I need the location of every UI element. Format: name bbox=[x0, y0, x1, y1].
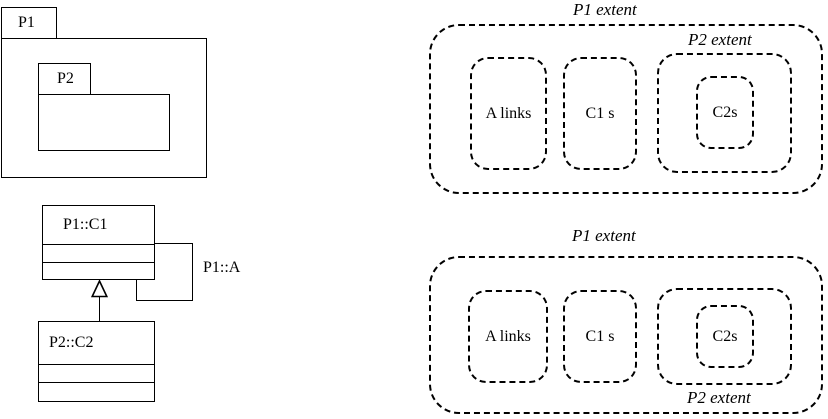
generalization-line bbox=[99, 297, 100, 321]
association-loop-left-line bbox=[136, 279, 137, 301]
class-c1 bbox=[42, 205, 155, 280]
extent-bottom-p2-label: P2 extent bbox=[687, 388, 751, 407]
class-c1-operations bbox=[43, 263, 154, 279]
extent-top-c2s-box: C2s bbox=[696, 76, 754, 149]
p1-package-label: P1 bbox=[18, 14, 35, 31]
class-c2-attributes bbox=[39, 365, 154, 383]
generalization-arrowhead-icon bbox=[91, 280, 108, 298]
extent-bottom-a-links-box: A links bbox=[468, 290, 548, 383]
class-c1-attributes bbox=[43, 245, 154, 263]
extent-top-title: P1 extent bbox=[573, 0, 637, 19]
class-c2-operations bbox=[39, 383, 154, 401]
extent-top-p2-label: P2 extent bbox=[688, 30, 752, 49]
extent-bottom-c1s-box: C1 s bbox=[563, 290, 637, 383]
extent-top-c1s-box: C1 s bbox=[563, 57, 637, 170]
extent-bottom-title: P1 extent bbox=[572, 226, 636, 245]
association-loop-top-line bbox=[155, 243, 193, 244]
p2-package-body bbox=[38, 94, 170, 151]
association-label: P1::A bbox=[203, 259, 241, 276]
association-loop-right-line bbox=[192, 243, 193, 301]
p2-package-label: P2 bbox=[57, 70, 74, 87]
association-loop-bottom-line bbox=[136, 300, 193, 301]
class-c2 bbox=[38, 321, 155, 402]
extent-top-a-links-box: A links bbox=[470, 57, 547, 170]
class-c2-name: P2::C2 bbox=[39, 322, 154, 365]
class-c1-name: P1::C1 bbox=[43, 206, 154, 245]
extent-bottom-c2s-box: C2s bbox=[696, 305, 754, 368]
